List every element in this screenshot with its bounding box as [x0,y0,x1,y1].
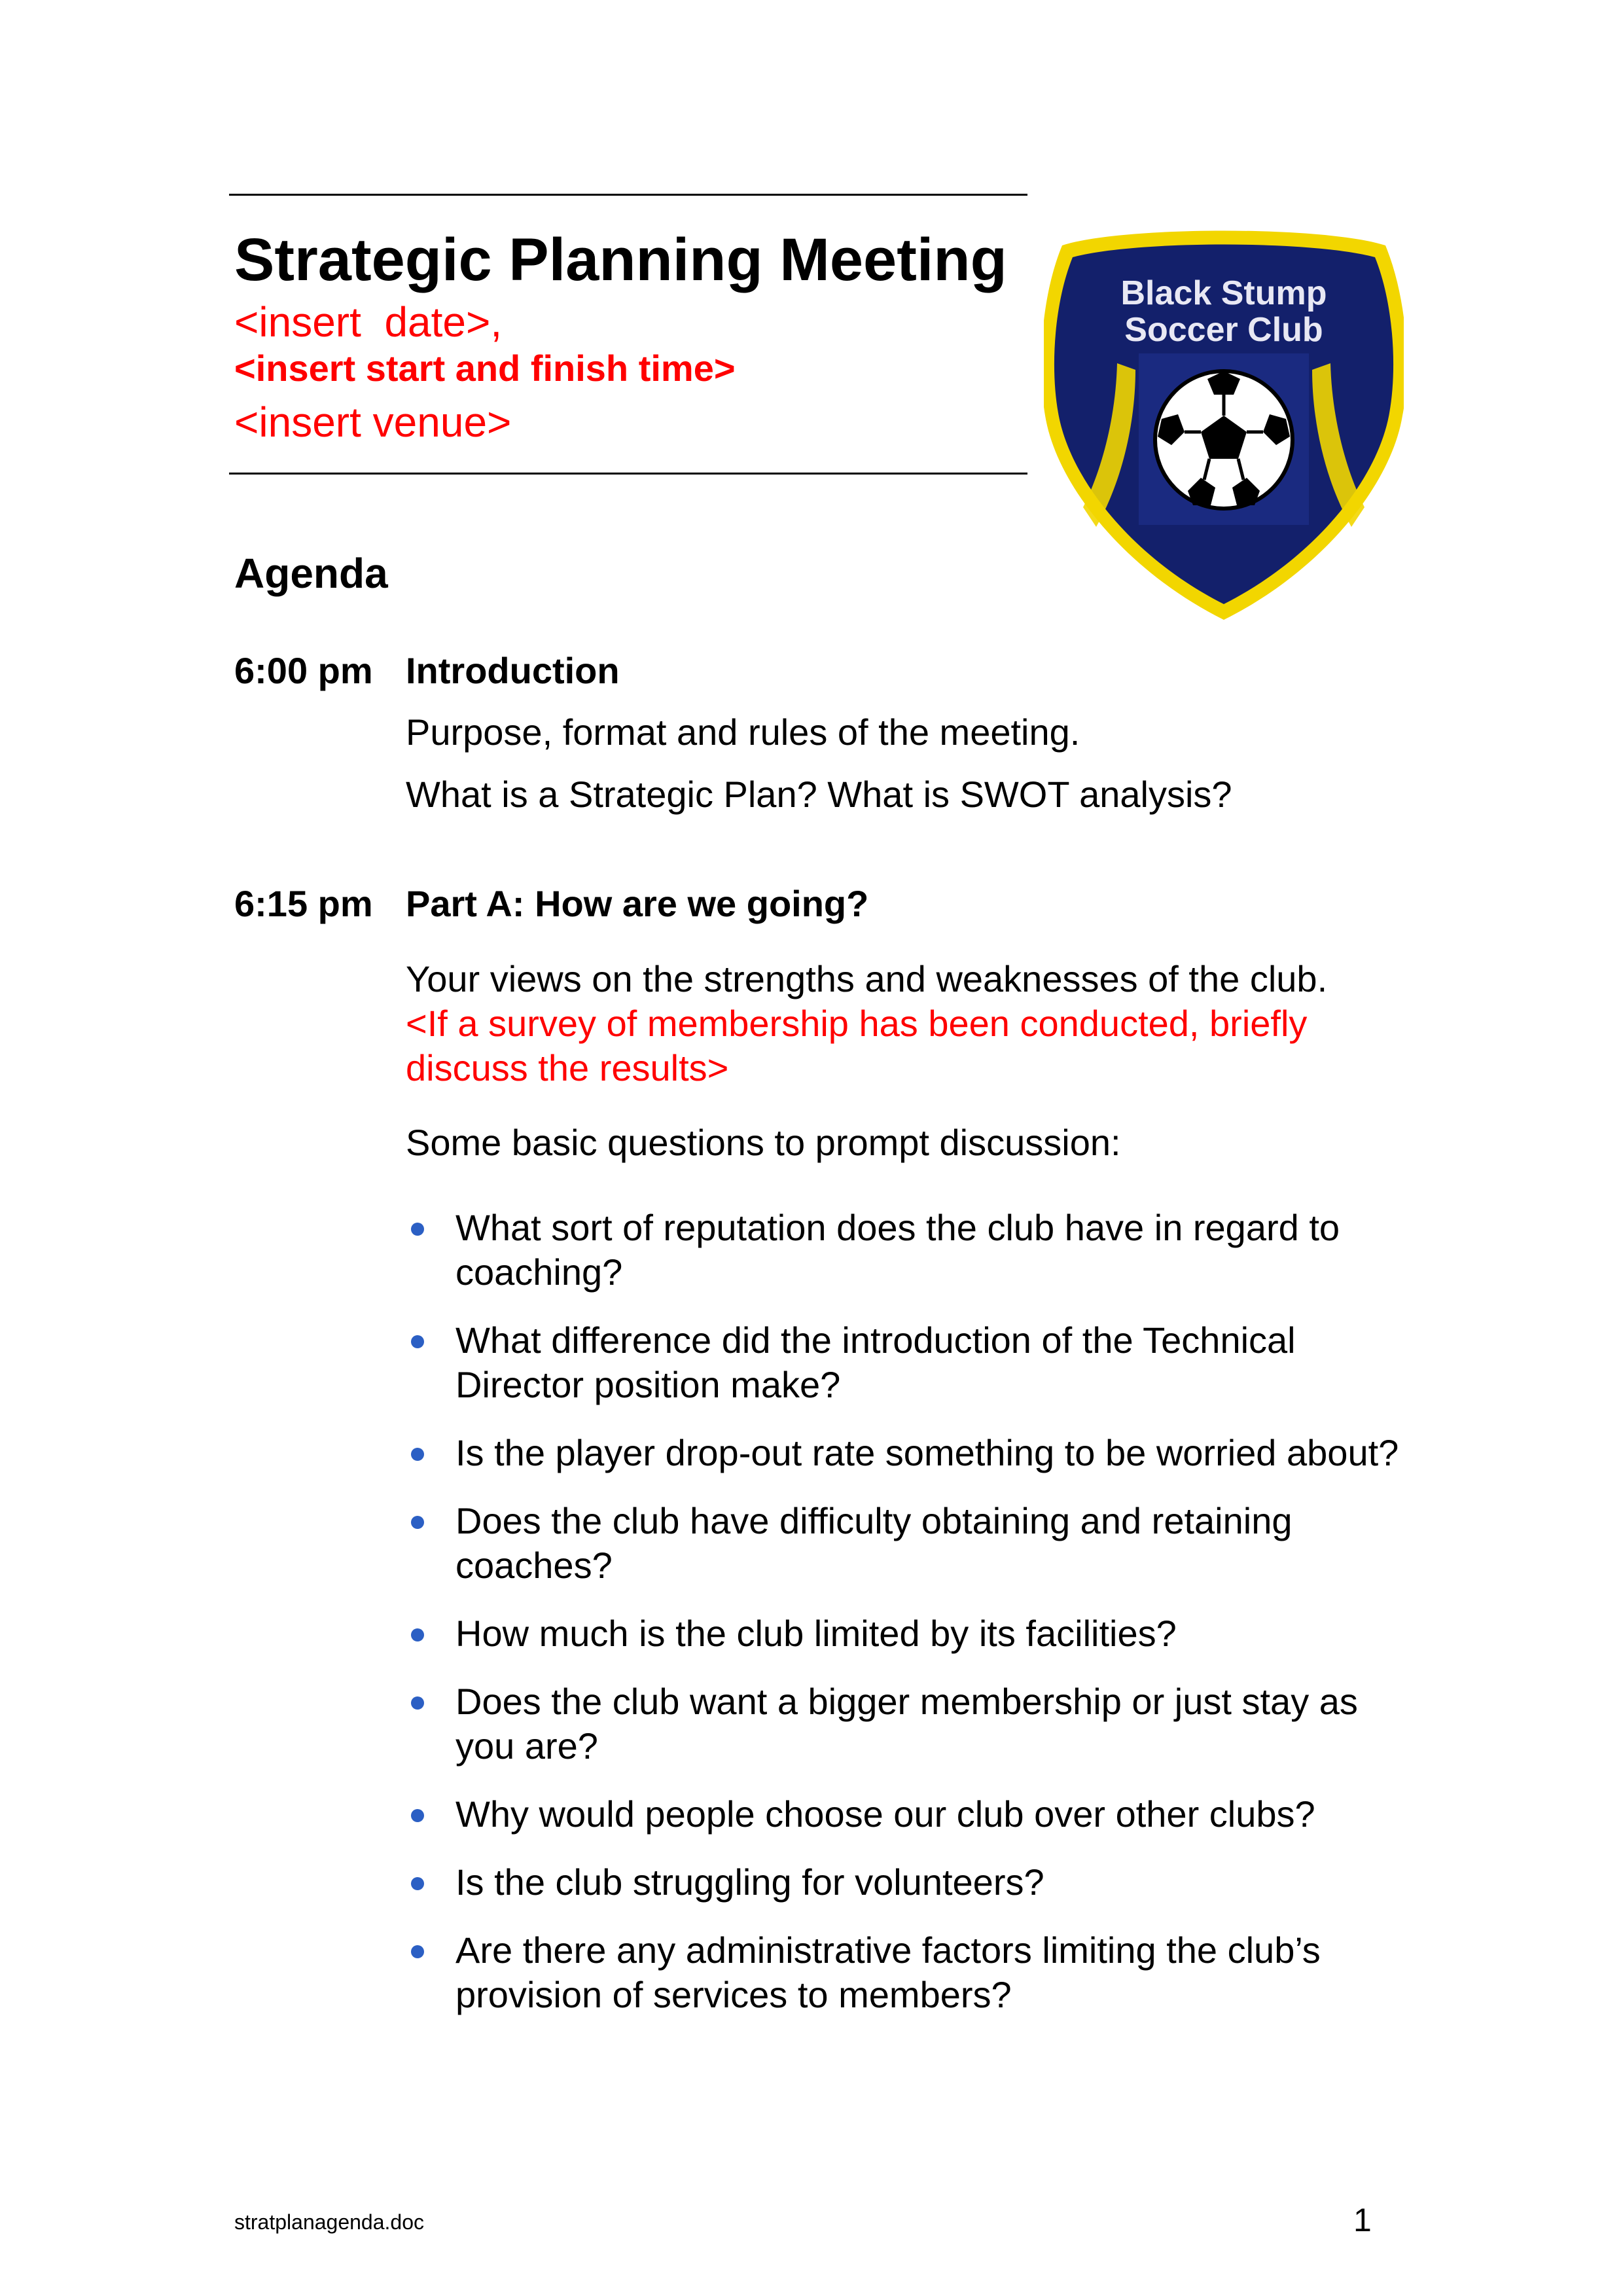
logo-line-2: Soccer Club [1124,311,1323,349]
document-title: Strategic Planning Meeting [234,226,1007,293]
bullet-icon [411,1223,424,1236]
agenda-item-title-2: Part A: How are we going? [406,883,869,924]
header-bottom-rule [229,473,1027,475]
date-placeholder: <insert date>, [234,298,503,346]
agenda-item-1-line-1: Purpose, format and rules of the meeting. [406,711,1080,753]
header-top-rule [229,194,1027,196]
agenda-item-2-intro: Your views on the strengths and weaknesses of the club. [406,958,1328,999]
list-item: Is the club struggling for volunteers? [406,1860,1400,1905]
agenda-time-2: 6:15 pm [234,883,373,924]
list-item: Does the club have difficulty obtaining and retaining coaches? [406,1499,1400,1588]
list-item: What difference did the introduction of the Technical Director position make? [406,1318,1400,1407]
list-item: Is the player drop-out rate something to be worried about? [406,1431,1400,1475]
bullet-icon [411,1628,424,1641]
survey-note-placeholder: <If a survey of membership has been conducted, briefly discuss the results> [406,1003,1308,1088]
footer-filename: stratplanagenda.doc [234,2210,424,2234]
time-placeholder: <insert start and finish time> [234,348,736,389]
list-item: How much is the club limited by its facilities? [406,1611,1400,1656]
bullet-icon [411,1335,424,1348]
club-logo [1044,219,1404,632]
bullet-icon [411,1696,424,1710]
bullet-icon [411,1809,424,1822]
agenda-time-1: 6:00 pm [234,650,373,691]
agenda-heading: Agenda [234,550,388,597]
soccer-ball-icon [1155,371,1293,509]
list-item: What sort of reputation does the club have in regard to coaching? [406,1206,1400,1295]
bullet-icon [411,1448,424,1461]
agenda-item-title-1: Introduction [406,650,620,691]
bullet-icon [411,1945,424,1958]
club-shield-icon [1044,219,1404,632]
discussion-prompt: Some basic questions to prompt discussion: [406,1122,1121,1163]
agenda-item-1-line-2: What is a Strategic Plan? What is SWOT analysis? [406,774,1232,815]
venue-placeholder: <insert venue> [234,399,512,446]
discussion-questions-list [406,1206,1400,2041]
list-item: Are there any administrative factors limiting the club’s provision of services to members? [406,1928,1400,2017]
list-item: Why would people choose our club over other clubs? [406,1792,1400,1837]
list-item: Does the club want a bigger membership or just stay as you are? [406,1679,1400,1768]
logo-line-1: Black Stump [1120,274,1327,312]
bullet-icon [411,1877,424,1890]
bullet-icon [411,1516,424,1529]
page-number: 1 [1353,2202,1372,2238]
